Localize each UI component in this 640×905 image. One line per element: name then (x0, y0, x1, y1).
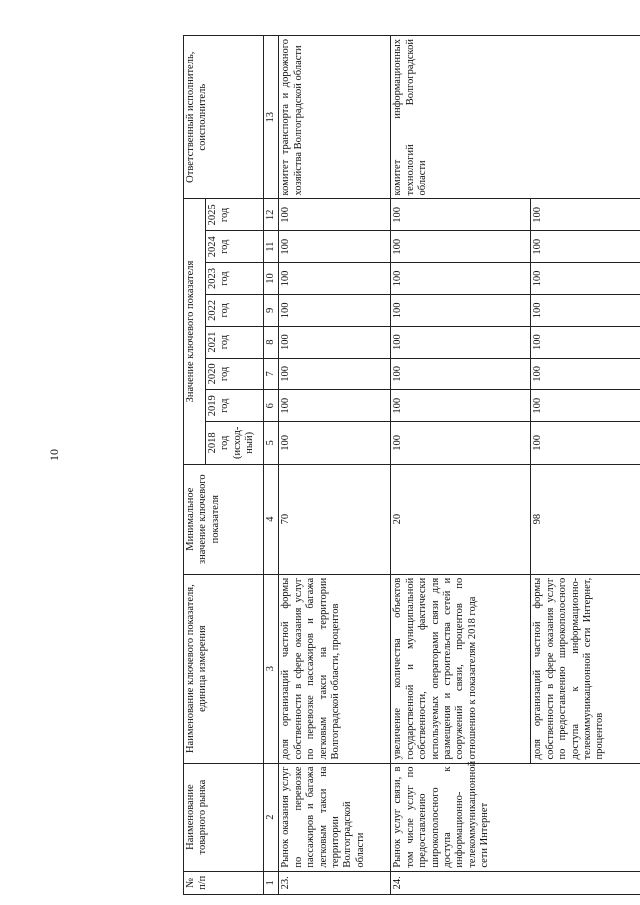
min-value: 20 (391, 464, 531, 574)
index-cell: 3 (264, 574, 279, 763)
value-cell: 100 (391, 231, 531, 263)
indicator-name: доля организаций частной формы собственности в сфере оказания услуг по предоставлению широкополосного доступа к информационно-телекоммуникационной сети Интернет, процентов (531, 574, 640, 763)
header-responsible: Ответственный исполнитель, соисполнитель (184, 36, 264, 199)
header-indicator: Наименование ключевого показателя, единица измерения (184, 574, 264, 763)
value-cell: 100 (279, 263, 391, 295)
index-cell: 1 (264, 871, 279, 894)
min-value: 98 (531, 464, 640, 574)
value-cell: 100 (279, 326, 391, 358)
value-cell: 100 (531, 199, 640, 231)
indicator-name: доля организаций частной формы собственности в сфере оказания услуг по перевозке пассажиров и багажа легковым такси на территории Волгоградской области, процентов (279, 574, 391, 763)
value-cell: 100 (531, 294, 640, 326)
index-cell: 12 (264, 199, 279, 231)
value-cell: 100 (391, 326, 531, 358)
header-min-value: Минимальное значение ключевого показателя (184, 464, 264, 574)
value-cell: 100 (279, 422, 391, 464)
index-cell: 13 (264, 36, 279, 199)
index-cell: 9 (264, 294, 279, 326)
value-cell: 100 (391, 358, 531, 390)
value-cell: 100 (279, 358, 391, 390)
value-cell: 100 (391, 263, 531, 295)
market-name: Рынок услуг связи, в том числе услуг по предоставлению широкополосного доступа к информационно-телекоммуникационной сети Интернет (391, 763, 640, 871)
key-indicators-table (183, 35, 640, 895)
header-market: Наименование товарного рынка (184, 763, 264, 871)
header-num: № п/п (184, 871, 264, 894)
header-year: 2020 год (206, 358, 264, 390)
header-year: 2021 год (206, 326, 264, 358)
header-year: 2022 год (206, 294, 264, 326)
responsible-executor: комитет информационных технологий Волгоградской области (391, 36, 640, 199)
row-number: 24. (391, 871, 640, 894)
value-cell: 100 (531, 358, 640, 390)
indicator-name: увеличение количества объектов государственной и муниципальной собственности, фактически используемых операторами связи для размещения и строительства сетей и сооружений связи, процентов по отношению к показателям 2018 года (391, 574, 531, 763)
responsible-executor: комитет транспорта и дорожного хозяйства Волгоградской области (279, 36, 391, 199)
index-cell: 7 (264, 358, 279, 390)
value-cell: 100 (531, 390, 640, 422)
value-cell: 100 (391, 294, 531, 326)
value-cell: 100 (279, 294, 391, 326)
index-cell: 2 (264, 763, 279, 871)
index-cell: 5 (264, 422, 279, 464)
min-value: 70 (279, 464, 391, 574)
market-name: Рынок оказания услуг по перевозке пассажиров и багажа легковым такси на территории Волгоградской области (279, 763, 391, 871)
index-cell: 10 (264, 263, 279, 295)
value-cell: 100 (391, 199, 531, 231)
value-cell: 100 (391, 390, 531, 422)
value-cell: 100 (391, 422, 531, 464)
header-year: 2019 год (206, 390, 264, 422)
header-values-group: Значение ключевого показателя (184, 199, 206, 464)
value-cell: 100 (531, 326, 640, 358)
index-cell: 6 (264, 390, 279, 422)
header-year: 2024 год (206, 231, 264, 263)
rotated-table-area (183, 35, 640, 895)
index-cell: 8 (264, 326, 279, 358)
header-year: 2025 год (206, 199, 264, 231)
page-number: 10 (47, 449, 61, 461)
value-cell: 100 (279, 231, 391, 263)
value-cell: 100 (531, 231, 640, 263)
header-year: 2018 год (исход-ный) (206, 422, 264, 464)
header-year: 2023 год (206, 263, 264, 295)
index-cell: 11 (264, 231, 279, 263)
index-cell: 4 (264, 464, 279, 574)
value-cell: 100 (279, 390, 391, 422)
row-number: 23. (279, 871, 391, 894)
value-cell: 100 (531, 263, 640, 295)
value-cell: 100 (279, 199, 391, 231)
table-row (279, 36, 391, 895)
value-cell: 100 (531, 422, 640, 464)
table-row (391, 36, 531, 895)
